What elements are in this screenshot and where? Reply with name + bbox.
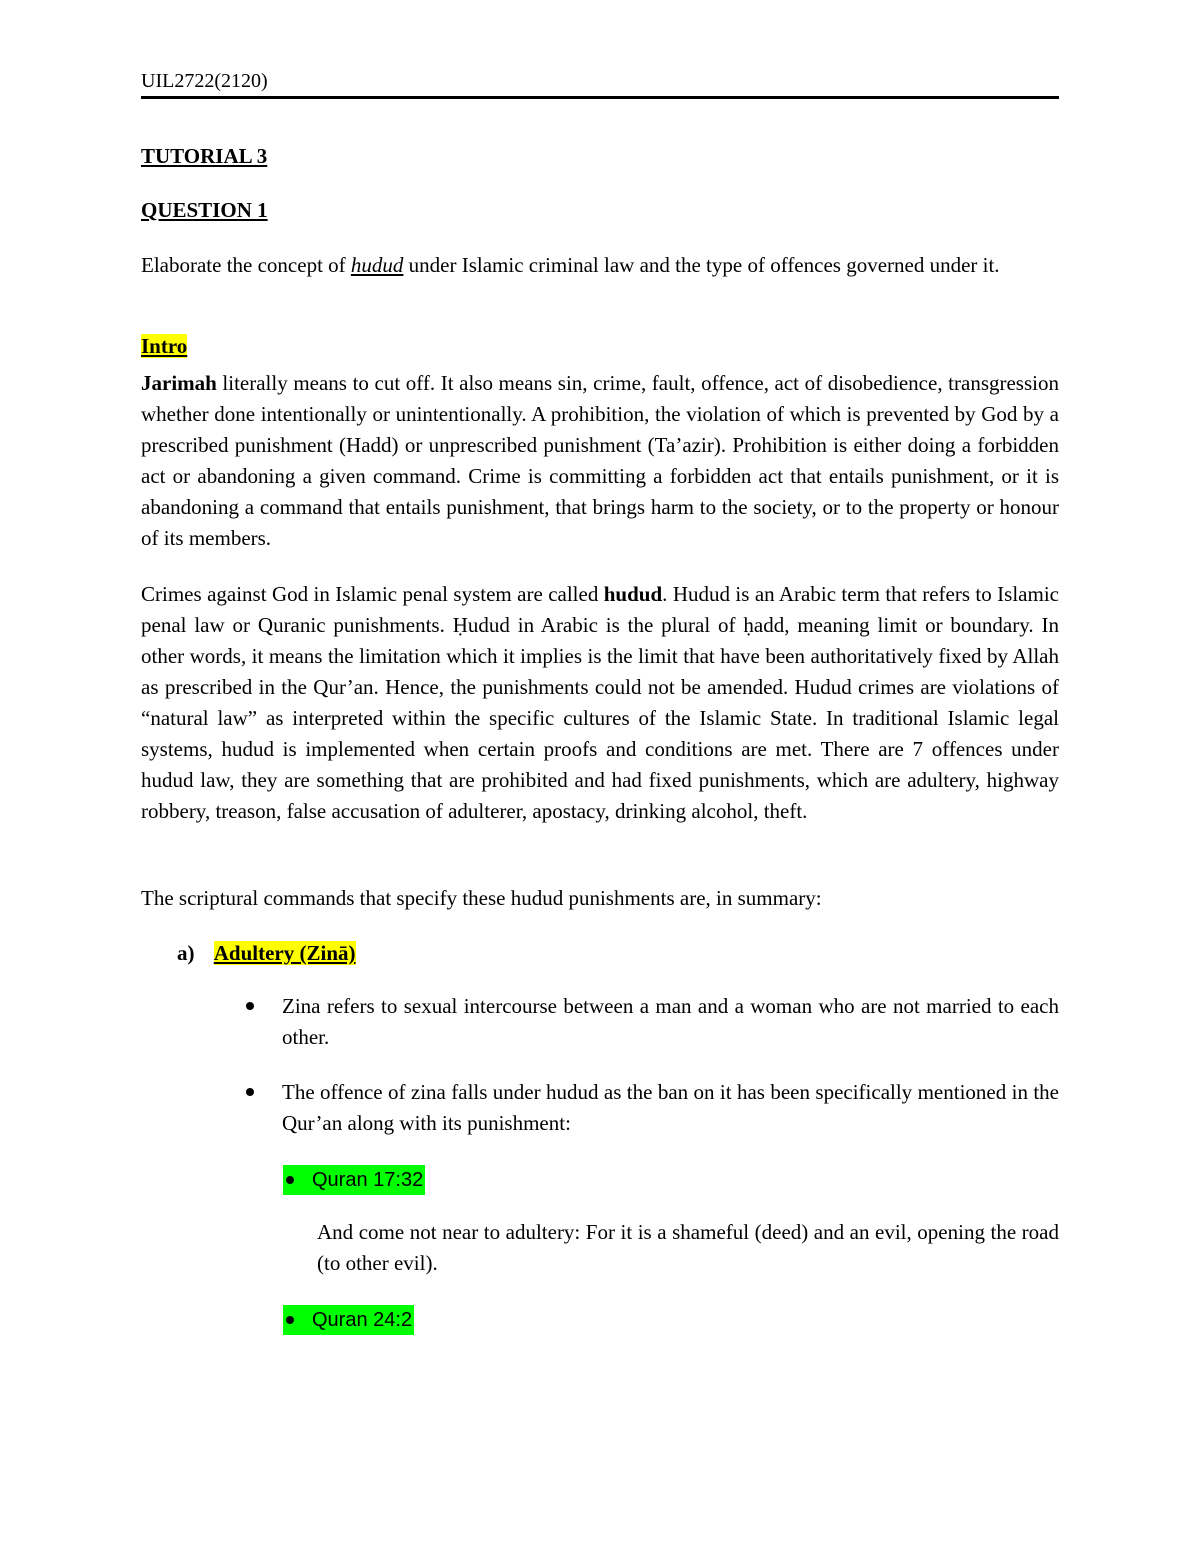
section-a-heading xyxy=(177,939,877,967)
hudud-term: hudud xyxy=(603,582,663,606)
bullet-dot-icon xyxy=(246,1088,254,1096)
intro-paragraph-3: The scriptural commands that specify these hudud punishments are, in summary: xyxy=(141,886,822,910)
section-a-bullet-1: Zina refers to sexual intercourse between a man and a woman who are not married to each other. xyxy=(282,994,1059,1049)
intro-paragraph-1: Jarimah literally means to cut off. It also means sin, crime, fault, offence, act of disobedience, transgression whether done intentionally or unintentionally. A prohibition, the violation of which is prevented by God by a prescribed punishment (Hadd) or unprescribed punishment (Ta’azir). Prohibition is either doing a forbidden act or abandoning a given command. Crime is committing a forbidden act that entails punishment, or it is abandoning a command that entails punishment, that brings harm to the society, or to the property or honour of its members. xyxy=(141,371,1059,550)
tutorial-title: TUTORIAL 3 xyxy=(141,144,268,168)
bullet-dot-icon xyxy=(246,1002,254,1010)
intro-paragraph-2: Crimes against God in Islamic penal system are called hudud. Hudud is an Arabic term that refers to Islamic penal law or Quranic punishments. Ḥudud in Arabic is the plural of ḥadd, meaning limit or boundary. In other words, it means the limitation which it implies is the limit that have been authoritatively fixed by Allah as prescribed in the Qur’an. Hence, the punishments could not be amended. Hudud crimes are violations of “natural law” as interpreted within the specific cultures of the Islamic State. In traditional Islamic legal systems, hudud is implemented when certain proofs and conditions are met. There are 7 offences under hudud law, they are something that are prohibited and had fixed punishments, which are adultery, highway robbery, treason, false accusation of adulterer, apostacy, drinking alcohol, theft. xyxy=(141,582,1059,823)
course-code: UIL2722(2120) xyxy=(141,70,268,92)
page-header xyxy=(141,70,1059,99)
jarimah-term: Jarimah xyxy=(141,371,217,395)
section-a-title: Adultery (Zinā) xyxy=(213,941,356,965)
intro-heading-line xyxy=(141,333,1059,359)
bullet-dot-icon xyxy=(286,1316,294,1324)
question-term-hudud: hudud xyxy=(350,253,404,277)
sub-bullet-1-ref xyxy=(283,1165,443,1195)
section-a-marker: a) xyxy=(177,941,195,965)
question-text: Elaborate the concept of hudud under Islamic criminal law and the type of offences governed under it. xyxy=(141,253,1000,277)
quran-ref-24-2: Quran 24:2 xyxy=(312,1309,413,1331)
intro-heading: Intro xyxy=(141,334,188,358)
quran-ref-17-32: Quran 17:32 xyxy=(312,1169,424,1191)
bullet-dot-icon xyxy=(286,1176,294,1184)
section-a-bullet-2: The offence of zina falls under hudud as the ban on it has been specifically mentioned in the Qur’an along with its punishment: xyxy=(282,1080,1059,1135)
quran-17-32-text: And come not near to adultery: For it is a shameful (deed) and an evil, opening the road (to other evil). xyxy=(317,1220,1059,1275)
sub-bullet-2-ref xyxy=(283,1305,443,1335)
question-label: QUESTION 1 xyxy=(141,198,268,222)
